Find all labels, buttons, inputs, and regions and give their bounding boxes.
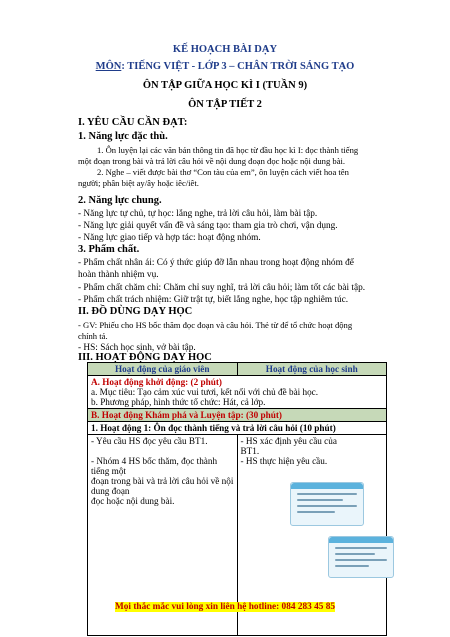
subject-rest: : TIẾNG VIỆT - LỚP 3 – CHÂN TRỜI SÁNG TẠO — [121, 61, 355, 72]
quality-3: - Phẩm chất trách nhiệm: Giữ trật tự, biết lắng nghe, học tập nghiêm túc. — [78, 295, 349, 305]
lesson-title: ÔN TẬP TIẾT 2 — [188, 99, 262, 110]
competence-3: - Năng lực giao tiếp và hợp tác: hoạt động nhóm. — [78, 233, 261, 243]
activity-a-title: A. Hoạt động khởi động: (2 phút) — [91, 377, 222, 387]
gv-line1: - GV: Phiếu cho HS bốc thăm đọc đoạn và câu hỏi. Thẻ từ để tổ chức hoạt động — [78, 320, 353, 330]
p2-line1: 2. Nghe – viết được bài thơ “Con tàu của em”, ôn luyện cách viết hoa tên — [97, 167, 349, 177]
subject-label: MÔN — [95, 61, 122, 72]
section-2-heading: II. ĐỒ DÙNG DẠY HỌC — [78, 306, 193, 317]
teacher-line-2: - Nhóm 4 HS bốc thăm, đọc thành tiếng một — [91, 456, 218, 476]
subject-line — [0, 61, 450, 72]
student-line-2: BT1. — [240, 446, 260, 456]
teacher-line-1: - Yêu cầu HS đọc yêu cầu BT1. — [91, 436, 208, 446]
hotline-footer: Mọi thắc mắc vui lòng xin liên hệ hotline: 084 283 45 85 — [114, 602, 336, 612]
activity-a-goal: a. Mục tiêu: Tạo cảm xúc vui tươi, kết nối với chủ đề bài học. — [91, 387, 319, 397]
activity-1-title: 1. Hoạt động 1: Ôn đọc thành tiếng và trả lời câu hỏi (10 phút) — [88, 422, 387, 435]
competence-1: - Năng lực tự chủ, tự học: lắng nghe, trả lời câu hỏi, làm bài tập. — [78, 209, 318, 219]
student-line-3: - HS thực hiện yêu cầu. — [240, 456, 328, 466]
activity-a-method: b. Phương pháp, hình thức tổ chức: Hát, cả lớp. — [91, 397, 266, 407]
quality-1-line2: hoàn thành nhiệm vụ. — [78, 270, 159, 280]
col-student-header: Hoạt động của học sinh — [237, 363, 387, 376]
subheading-specific: 1. Năng lực đặc thù. — [78, 131, 168, 142]
section-3-heading: III. HOẠT ĐỘNG DẠY HỌC — [78, 352, 212, 363]
textbook-excerpt-image-2 — [328, 536, 394, 578]
textbook-excerpt-image-1 — [290, 482, 364, 526]
p1-line2: một đoạn trong bài và trả lời câu hỏi về nội dung đoạn đọc hoặc nội dung bài. — [78, 156, 346, 166]
table-row-a — [88, 376, 387, 409]
review-title: ÔN TẬP GIỮA HỌC KÌ I (TUẦN 9) — [142, 80, 308, 91]
teacher-line-3: đoạn trong bài và trả lời câu hỏi về nội dung đoạn — [91, 476, 234, 496]
table-row-b — [88, 409, 387, 422]
subheading-general: 2. Năng lực chung. — [78, 195, 162, 206]
hs-line: - HS: Sách học sinh, vở bài tập. — [78, 343, 196, 353]
table-header-row — [88, 363, 387, 376]
gv-line2: chính tả. — [78, 331, 108, 341]
col-teacher-header: Hoạt động của giáo viên — [88, 363, 238, 376]
section-1-heading: I. YÊU CẦU CẦN ĐẠT: — [78, 117, 188, 128]
teacher-line-4: đọc hoặc nội dung bài. — [91, 496, 175, 506]
p1-line1: 1. Ôn luyện lại các văn bản thông tin đã học từ đầu học kì I: đọc thành tiếng — [97, 145, 359, 155]
competence-2: - Năng lực giải quyết vấn đề và sáng tạo: tham gia trò chơi, vận dụng. — [78, 221, 338, 231]
plan-title: KẾ HOẠCH BÀI DẠY — [172, 44, 278, 55]
activity-b-title: B. Hoạt động Khám phá và Luyện tập: (30 phút) — [88, 409, 387, 422]
quality-2: - Phẩm chất chăm chỉ: Chăm chỉ suy nghĩ, trả lời câu hỏi; làm tốt các bài tập. — [78, 283, 366, 293]
quality-1-line1: - Phẩm chất nhân ái: Có ý thức giúp đỡ lẫn nhau trong hoạt động nhóm để — [78, 258, 354, 268]
student-line-1: - HS xác định yêu cầu của — [240, 436, 337, 446]
p2-line2: người; phân biệt ay/ây hoặc iêc/iêt. — [78, 178, 199, 188]
table-row-activity-1 — [88, 422, 387, 435]
subheading-quality: 3. Phẩm chất. — [78, 244, 140, 255]
